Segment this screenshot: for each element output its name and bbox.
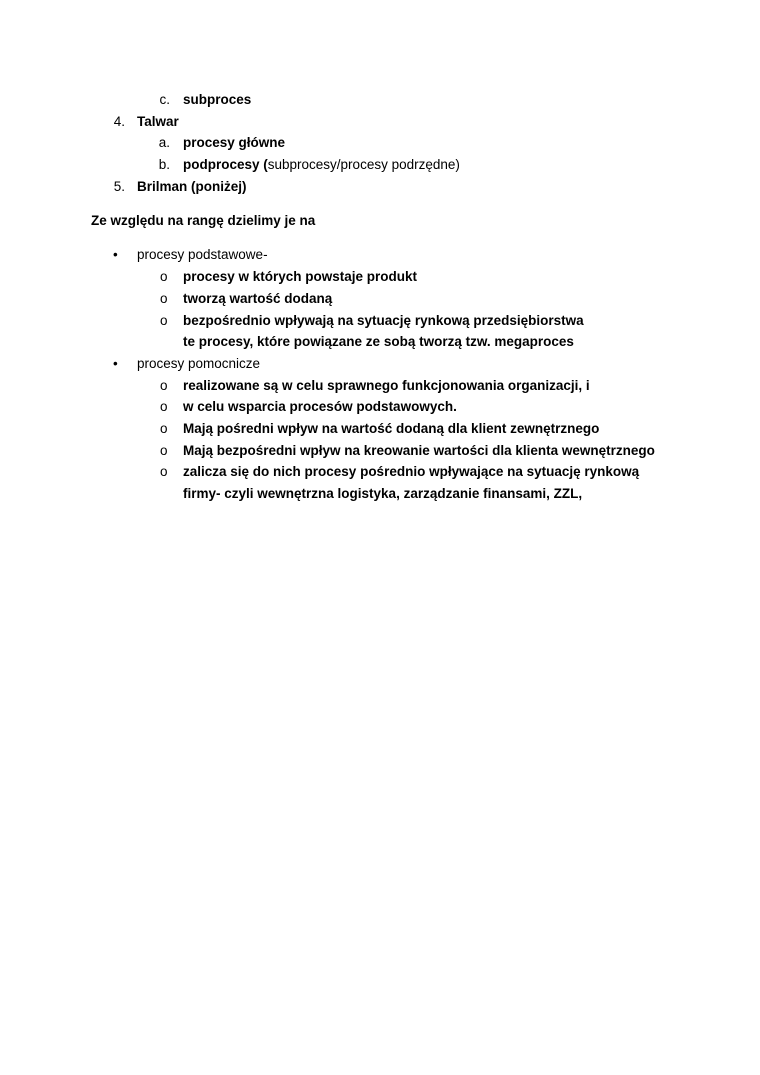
list-item-podprocesy [183,156,460,174]
bullet-icon: • [113,356,118,371]
group2-item: realizowane są w celu sprawnego funkcjonowania organizacji, i [183,378,590,393]
list-marker-a: a. [158,135,170,150]
circle-bullet-icon: o [160,399,168,414]
group2-item: w celu wsparcia procesów podstawowych. [183,399,457,414]
list-marker-5: 5. [113,179,125,194]
list-marker-b: b. [158,157,170,172]
list-marker-4: 4. [113,114,125,129]
circle-bullet-icon: o [160,269,168,284]
group2-item: Mają bezpośredni wpływ na kreowanie wartości dla klienta wewnętrznego [183,443,655,458]
list-marker-c: c. [159,92,170,107]
group-title-pomocnicze: procesy pomocnicze [137,356,261,371]
group2-item: zalicza się do nich procesy pośrednio wpływające na sytuację rynkową [183,464,640,479]
circle-bullet-icon: o [160,313,168,328]
group2-item: Mają pośredni wpływ na wartość dodaną dla klient zewnętrznego [183,421,600,436]
circle-bullet-icon: o [160,464,168,479]
circle-bullet-icon: o [160,443,168,458]
circle-bullet-icon: o [160,421,168,436]
group1-item: bezpośrednio wpływają na sytuację rynkową przedsiębiorstwa [183,313,584,328]
group1-item: procesy w których powstaje produkt [183,269,418,284]
group2-continuation: firmy- czyli wewnętrzna logistyka, zarządzanie finansami, ZZL, [183,486,583,501]
list-item-talwar: Talwar [137,114,179,129]
bullet-icon: • [113,247,118,262]
group1-item: tworzą wartość dodaną [183,291,333,306]
section-heading: Ze względu na rangę dzielimy je na [91,213,316,228]
podprocesy-bold: podprocesy ( [183,157,268,172]
list-item-procesy-glowne: procesy główne [183,135,286,150]
list-item-brilman: Brilman (poniżej) [137,179,247,194]
list-item-subproces: subproces [183,92,252,107]
circle-bullet-icon: o [160,378,168,393]
circle-bullet-icon: o [160,291,168,306]
group1-continuation: te procesy, które powiązane ze sobą tworzą tzw. megaproces [183,334,574,349]
group-title-podstawowe: procesy podstawowe- [137,247,268,262]
podprocesy-normal: subprocesy/procesy podrzędne) [267,157,460,172]
